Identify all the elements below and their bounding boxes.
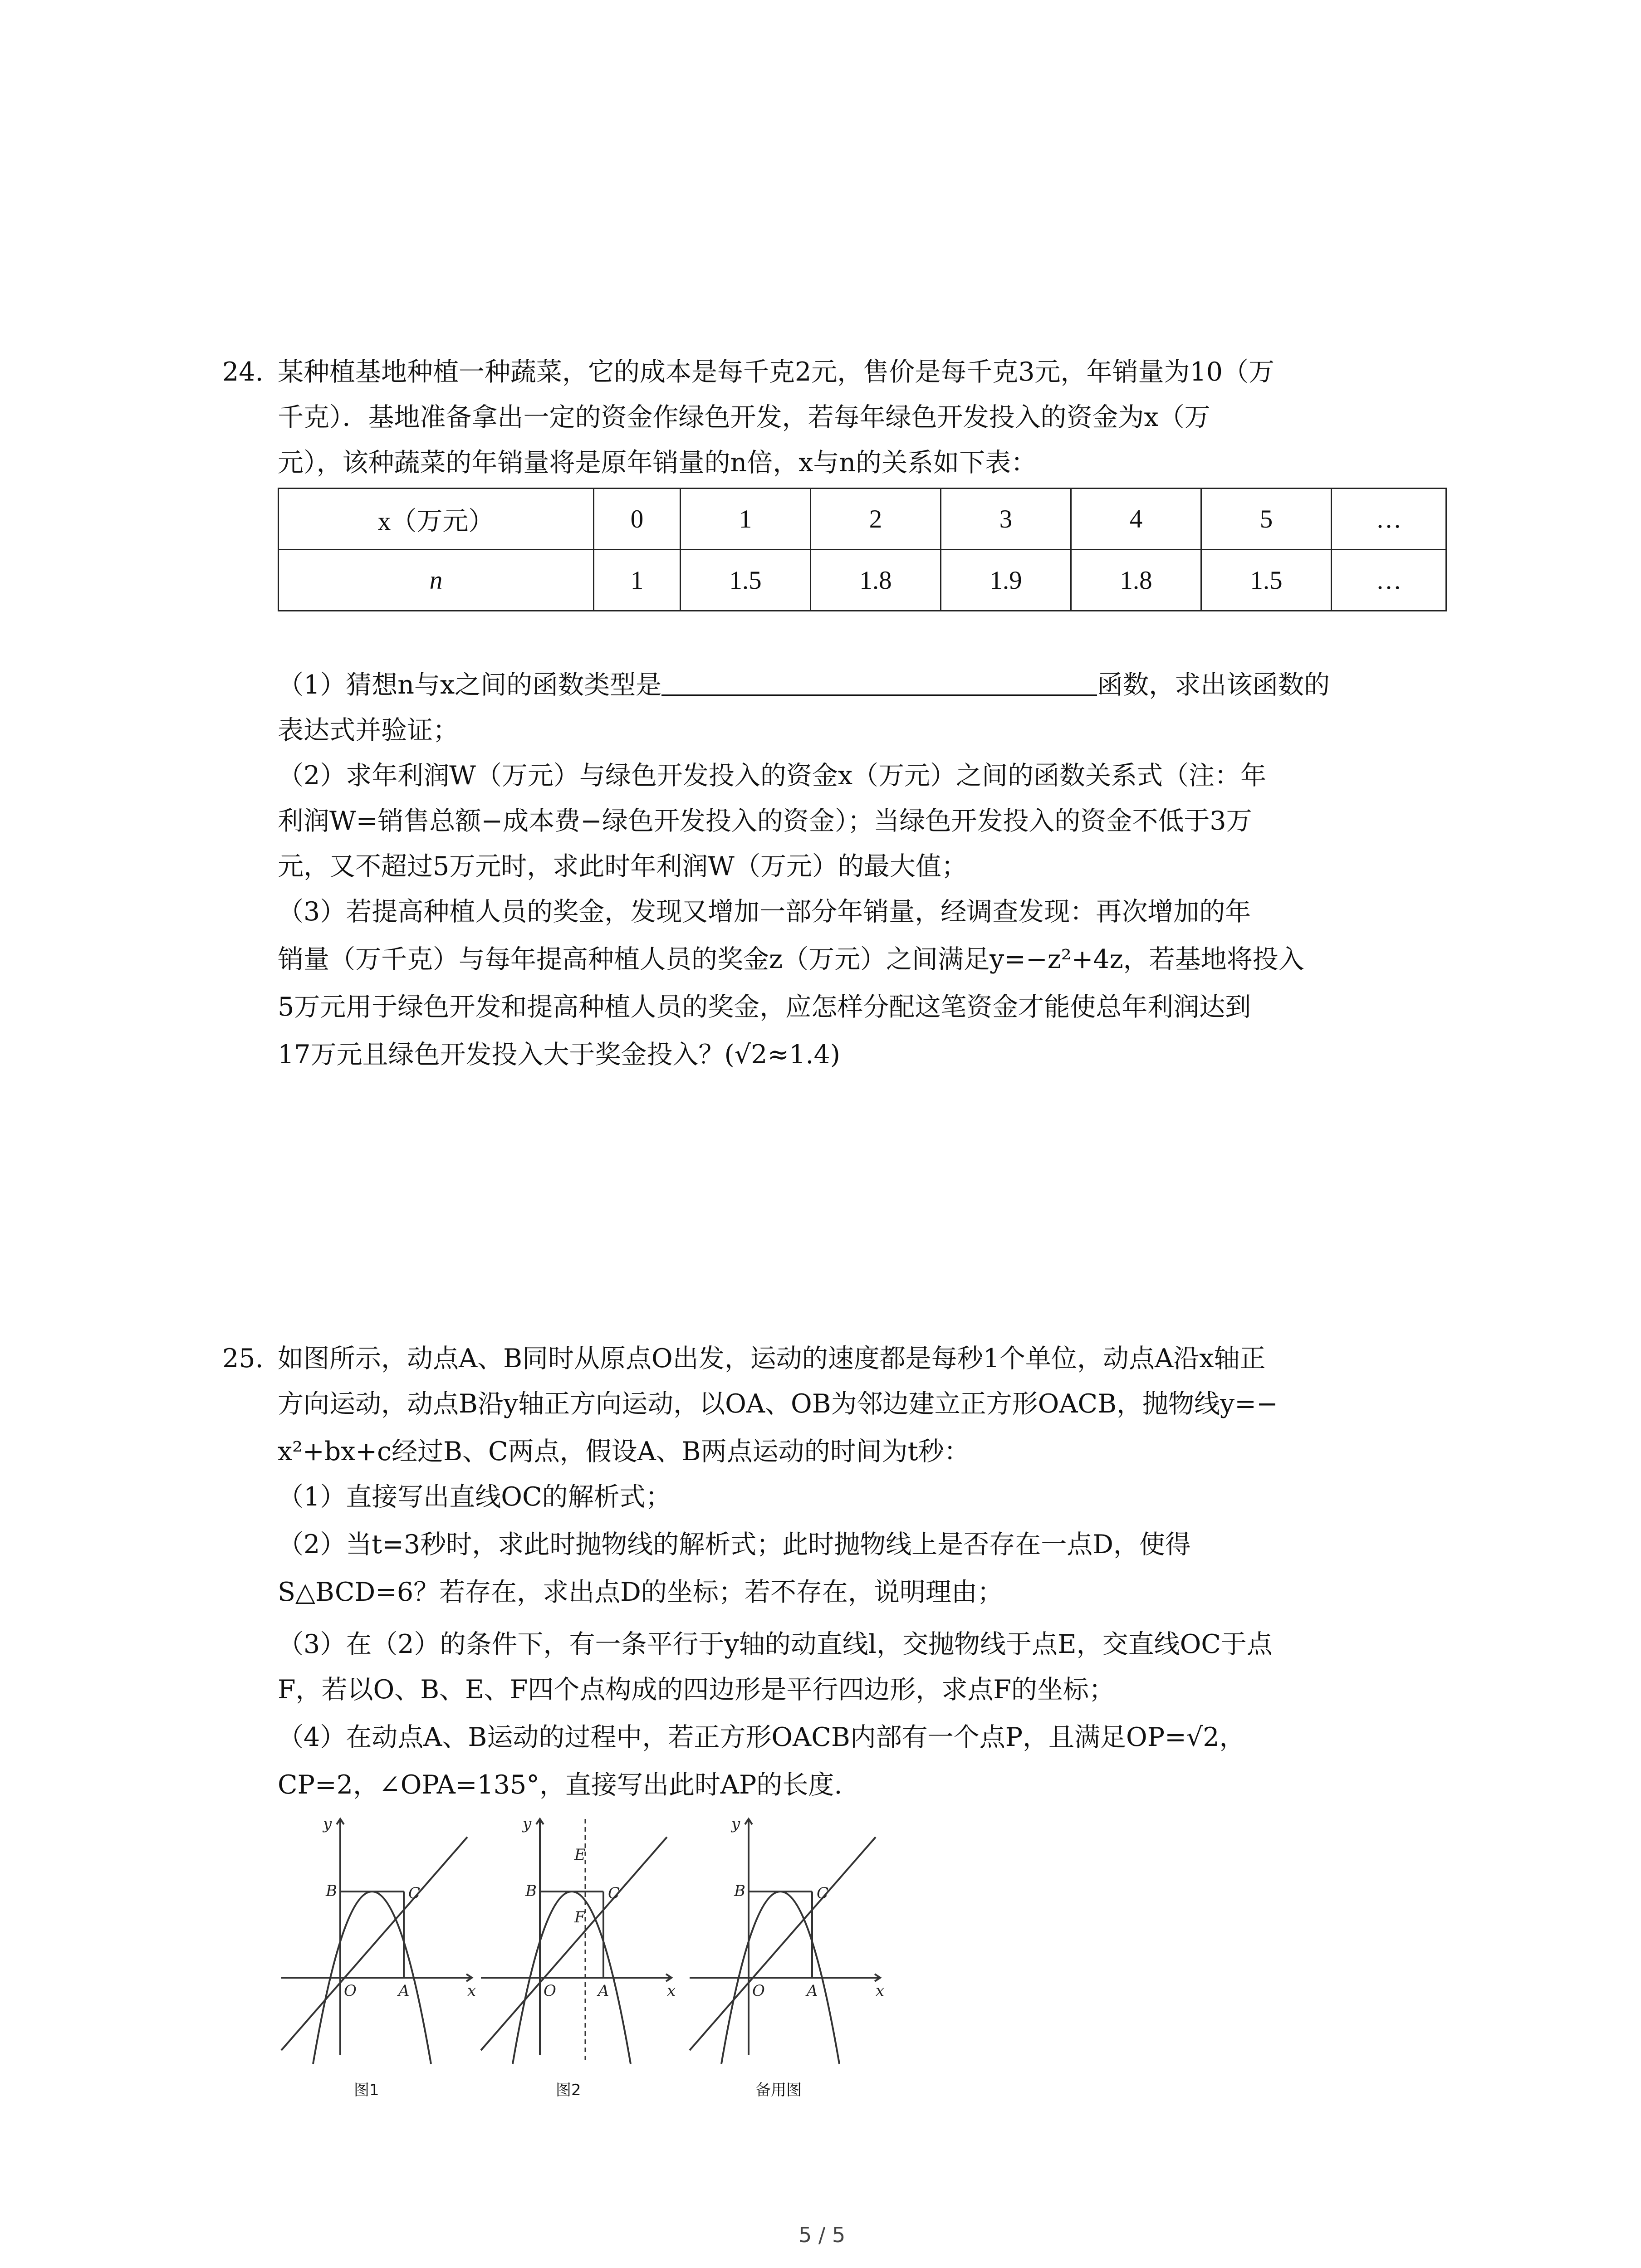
- table-cell: 1.9: [941, 550, 1071, 611]
- table-cell: 3: [941, 489, 1071, 550]
- table-cell: 2: [811, 489, 941, 550]
- label-o: O: [544, 1982, 556, 2000]
- label-b: B: [326, 1882, 337, 1900]
- table-cell: x（万元）: [279, 489, 594, 550]
- table-row: [279, 489, 1446, 550]
- part-1-prefix: （1）猜想n与x之间的函数类型是: [278, 670, 662, 700]
- label-o: O: [344, 1982, 357, 2000]
- table-cell: 1: [681, 489, 811, 550]
- question-text-line: x²+bx+c经过B、C两点，假设A、B两点运动的时间为t秒：: [278, 1437, 970, 1466]
- part-1-suffix: 函数，求出该函数的: [1097, 670, 1330, 700]
- table-row: [279, 550, 1446, 611]
- line-oc: [690, 1837, 876, 2050]
- part-2-line: 元，又不超过5万元时，求此时年利润W（万元）的最大值；: [278, 851, 967, 881]
- part-3-line: 销量（万千克）与每年提高种植人员的奖金z（万元）之间满足y=−z²+4z，若基地将投入: [278, 944, 1304, 974]
- question-text-line: 元），该种蔬菜的年销量将是原年销量的n倍，x与n的关系如下表：: [278, 448, 1037, 478]
- label-x: x: [876, 1982, 885, 2000]
- table-cell: …: [1332, 489, 1446, 550]
- label-y: y: [731, 1815, 740, 1833]
- question-text-line: （1）直接写出直线OC的解析式；: [278, 1482, 671, 1512]
- part-3-line: 17万元且绿色开发投入大于奖金投入？(√2≈1.4): [278, 1040, 840, 1070]
- table-cell: 4: [1071, 489, 1201, 550]
- figure-caption: 图2: [556, 2081, 581, 2099]
- label-c: C: [608, 1884, 620, 1902]
- table-cell: 1.5: [681, 550, 811, 611]
- line-oc: [281, 1837, 467, 2050]
- label-b: B: [734, 1882, 745, 1900]
- question-text-line: （3）在（2）的条件下，有一条平行于y轴的动直线l，交抛物线于点E，交直线OC于点: [278, 1629, 1273, 1659]
- part-1-line: 表达式并验证；: [278, 715, 459, 745]
- question-number: 24.: [222, 357, 264, 387]
- question-text-line: S△BCD=6？若存在，求出点D的坐标；若不存在，说明理由；: [278, 1577, 1003, 1607]
- table-cell: n: [279, 550, 594, 611]
- part-3-line: （3）若提高种植人员的奖金，发现又增加一部分年销量，经调查发现：再次增加的年: [278, 897, 1251, 927]
- question-number: 25.: [222, 1344, 264, 1374]
- label-a: A: [598, 1982, 609, 2000]
- label-x: x: [667, 1982, 676, 2000]
- figure-2: [472, 1810, 681, 2082]
- label-y: y: [323, 1815, 332, 1833]
- part-2-line: 利润W=销售总额−成本费−绿色开发投入的资金）；当绿色开发投入的资金不低于3万: [278, 806, 1252, 836]
- question-text-line: 方向运动，动点B沿y轴正方向运动，以OA、OB为邻边建立正方形OACB，抛物线y=−: [278, 1389, 1278, 1419]
- question-text-line: CP=2，∠OPA=135°，直接写出此时AP的长度.: [278, 1770, 843, 1800]
- label-x: x: [467, 1982, 476, 2000]
- x-n-table: [278, 488, 1447, 611]
- figure-spare: [681, 1810, 889, 2082]
- figure-caption: 备用图: [755, 2081, 802, 2099]
- question-text-line: 某种植基地种植一种蔬菜，它的成本是每千克2元，售价是每千克3元，年销量为10（万: [278, 357, 1275, 387]
- question-text-line: F，若以O、B、E、F四个点构成的四边形是平行四边形，求点F的坐标；: [278, 1675, 1115, 1705]
- question-text-line: 如图所示，动点A、B同时从原点O出发，运动的速度都是每秒1个单位，动点A沿x轴正: [278, 1344, 1266, 1374]
- label-a: A: [807, 1982, 818, 2000]
- table-cell: 1: [594, 550, 681, 611]
- answer-blank[interactable]: [661, 667, 1097, 696]
- question-text-line: （2）当t=3秒时，求此时抛物线的解析式；此时抛物线上是否存在一点D，使得: [278, 1530, 1191, 1559]
- label-e: E: [574, 1846, 586, 1864]
- part-3-line: 5万元用于绿色开发和提高种植人员的奖金，应怎样分配这笔资金才能使总年利润达到: [278, 992, 1251, 1022]
- label-c: C: [817, 1884, 829, 1902]
- part-1-line: [278, 662, 1330, 708]
- figure-caption: 图1: [354, 2081, 379, 2099]
- page-number: 5 / 5: [798, 2223, 846, 2247]
- part-2-line: （2）求年利润W（万元）与绿色开发投入的资金x（万元）之间的函数关系式（注：年: [278, 761, 1266, 791]
- table-cell: 5: [1201, 489, 1332, 550]
- label-c: C: [408, 1884, 421, 1902]
- label-b: B: [525, 1882, 537, 1900]
- figure-1: [272, 1810, 481, 2082]
- table-cell: 1.5: [1201, 550, 1332, 611]
- label-o: O: [752, 1982, 765, 2000]
- table-cell: 0: [594, 489, 681, 550]
- label-y: y: [523, 1815, 532, 1833]
- label-a: A: [398, 1982, 410, 2000]
- question-text-line: （4）在动点A、B运动的过程中，若正方形OACB内部有一个点P，且满足OP=√2，: [278, 1722, 1245, 1752]
- table-cell: 1.8: [1071, 550, 1201, 611]
- table-cell: …: [1332, 550, 1446, 611]
- question-text-line: 千克）．基地准备拿出一定的资金作绿色开发，若每年绿色开发投入的资金为x（万: [278, 402, 1210, 432]
- table-cell: 1.8: [811, 550, 941, 611]
- label-f: F: [574, 1908, 585, 1926]
- line-oc: [481, 1837, 667, 2050]
